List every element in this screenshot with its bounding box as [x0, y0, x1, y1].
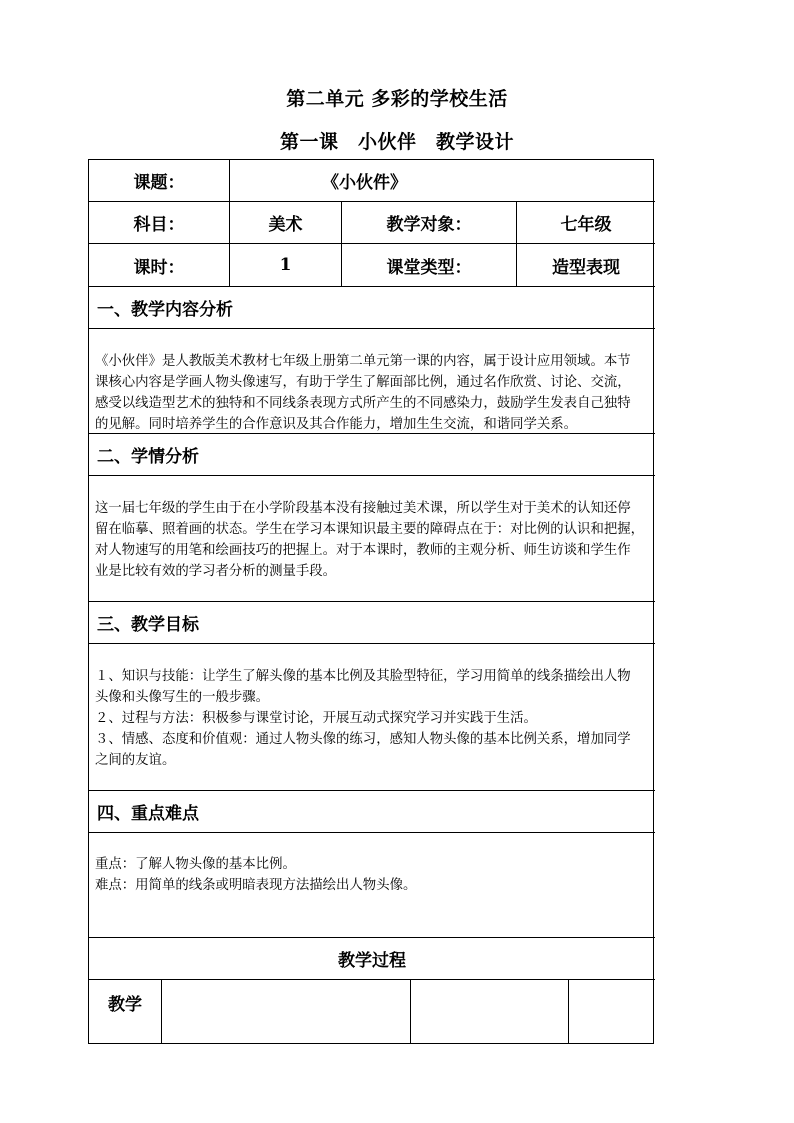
students-line: 留在临摹、照着画的状态。学生在学习本课知识最主要的障碍点在于：对比例的认识和把握， [95, 522, 645, 537]
process-col-1 [89, 980, 162, 1043]
lesson-plan-table [88, 159, 654, 1044]
target-value: 七年级 [517, 202, 655, 244]
students-line: 业是比较有效的学习者分析的测量手段。 [95, 564, 337, 579]
type-value: 造型表现 [517, 244, 655, 287]
subject-value: 美术 [230, 202, 342, 244]
teaching-goals-body [89, 644, 655, 791]
goals-line: 头像和头像写生的一般步骤。 [95, 690, 270, 705]
hours-label: 课时： [89, 244, 230, 287]
process-col-4 [569, 980, 655, 1043]
topic-label: 课题： [89, 160, 230, 202]
student-analysis-body [89, 476, 655, 602]
student-analysis-heading: 二、学情分析 [89, 434, 655, 476]
process-col-3 [411, 980, 569, 1043]
goals-line: 之间的友谊。 [95, 753, 176, 768]
goals-line: ３、情感、态度和价值观：通过人物头像的练习，感知人物头像的基本比例关系，增加同学 [95, 732, 631, 747]
topic-text: 《小伙件》 [322, 173, 407, 193]
unit-title: 第二单元 多彩的学校生活 [286, 88, 508, 110]
lesson-title: 第一课 小伙伴 教学设计 [279, 131, 514, 153]
content-line: 课核心内容是学画人物头像速写，有助于学生了解面部比例，通过名作欣赏、讨论、交流， [95, 375, 631, 390]
key-points-body [89, 833, 655, 938]
students-line: 这一届七年级的学生由于在小学阶段基本没有接触过美术课，所以学生对于美术的认知还停 [95, 501, 631, 516]
content-line: 《小伙伴》是人教版美术教材七年级上册第二单元第一课的内容，属于设计应用领域。本节 [95, 354, 631, 369]
target-label: 教学对象： [342, 202, 517, 244]
keypoints-line: 重点：了解人物头像的基本比例。 [95, 857, 296, 872]
content-analysis-body [89, 329, 655, 434]
hours-value: 1 [230, 244, 342, 287]
teaching-goals-heading: 三、教学目标 [89, 602, 655, 644]
subject-label: 科目： [89, 202, 230, 244]
goals-line: ２、过程与方法：积极参与课堂讨论，开展互动式探究学习并实践于生活。 [95, 711, 537, 726]
goals-line: １、知识与技能：让学生了解头像的基本比例及其脸型特征，学习用简单的线条描绘出人物 [95, 669, 631, 684]
process-first-cell-text: 教学 [108, 995, 142, 1015]
key-points-heading: 四、重点难点 [89, 791, 655, 833]
type-label: 课堂类型： [342, 244, 517, 287]
teaching-process-heading: 教学过程 [89, 938, 655, 980]
content-line: 感受以线造型艺术的独特和不同线条表现方式所产生的不同感染力，鼓励学生发表自己独特 [95, 396, 631, 411]
content-line: 的见解。同时培养学生的合作意识及其合作能力，增加生生交流，和谐同学关系。 [95, 417, 578, 432]
students-line: 对人物速写的用笔和绘画技巧的把握上。对于本课时，教师的主观分析、师生访谈和学生作 [95, 543, 631, 558]
content-analysis-heading: 一、教学内容分析 [89, 287, 655, 329]
keypoints-line: 难点：用简单的线条或明暗表现方法描绘出人物头像。 [95, 878, 417, 893]
topic-value [230, 160, 655, 202]
process-col-2 [162, 980, 411, 1043]
